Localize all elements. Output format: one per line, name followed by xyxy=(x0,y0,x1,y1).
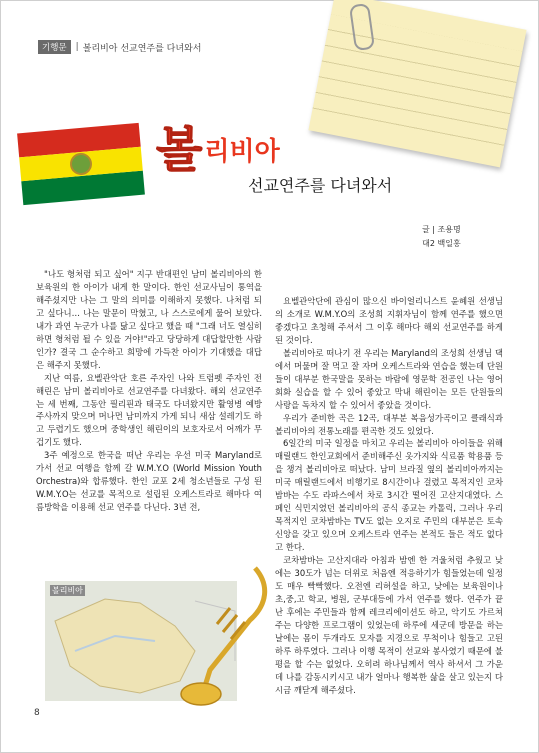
paragraph: 3주 예정으로 한국을 떠난 우리는 우선 미국 Maryland로 가서 선교 여행을 함께 갈 W.M.Y.O (World Mission Youth Orchestra)와 합류했다. 한인 교포 2세 청소년들로 구성 된 W.M.Y.O는 선교를 목적으로 설립된 오케스트라로 해마다 여름방학을 이용해 선교 연주를 다닌다. 3년 전, xyxy=(36,450,262,513)
trumpet-image xyxy=(175,560,275,710)
paragraph: 요벨관악단에 관심이 많으신 바이얼리니스트 윤혜원 선생님의 소개로 W.M.Y.O의 조성희 지휘자님이 함께 연주를 했으면 좋겠다고 초청해 주셔서 그 이후 해마다 해외 선교연주를 하게 된 것이다. xyxy=(275,296,503,345)
paragraph: 6일간의 미국 일정을 마치고 우리는 볼리비아 아이들을 위해 매릴랜드 한인교회에서 준비해주신 옷가지와 식료품 학용품 등을 챙겨 볼리비아로 떠났다. 남미 브라질 옆의 볼리비아까지는 미국 매릴랜드에서 비행기로 8시간이나 걸렸고 목적지인 코차밤바는 수도 라파스에서 차로 3시간 떨어진 고산지대였다. 스페인 식민지였던 볼리비아의 공식 종교는 카톨릭, 그러나 우리 목적지인 코차밤바는 TV도 없는 오지로 주민의 대부분은 토속신앙을 갖고 있으며 오케스트라 연주는 본적도 들은 적도 없다고 한다. xyxy=(275,438,503,553)
article-subtitle: 선교연주를 다녀와서 xyxy=(248,176,393,195)
article-title xyxy=(156,122,280,178)
paragraph: 지난 여름, 요벨관악단 호른 주자인 나와 트럼펫 주자인 전해린은 남미 볼리비아로 선교연주를 다녀왔다. 해외 선교연주는 세 번째, 그동안 필리핀과 태국도 다녀왔지만 활영병 예방주사까지 맞으며 머나먼 남미까지 가게 되니 새삼 설레기도 하고 두렵기도 했으며 중학생인 해린이의 보호자로서 어깨가 무겁기도 했다. xyxy=(36,372,262,448)
byline-author: 글 | 조용명 xyxy=(422,225,461,234)
category-tag: 기행문 xyxy=(38,40,71,54)
title-first-char: 볼 xyxy=(156,122,203,178)
paragraph: 우리가 준비한 곡은 12곡, 대부분 복음성가곡이고 클래식과 볼리비아의 전통노래를 편곡한 것도 있었다. xyxy=(275,412,503,436)
byline-affiliation: 대2 백일홍 xyxy=(422,239,461,248)
note-lines xyxy=(310,14,522,157)
header-separator: | xyxy=(75,42,79,52)
flag-emblem-icon xyxy=(69,152,93,176)
paragraph: "나도 형처럼 되고 싶어" 지구 반대편인 남미 볼리비아의 한 보육원의 한 아이가 내게 한 말이다. 한인 선교사님이 통역을 해주셨지만 나는 그 말의 의미를 이해하지 못했다. 나처럼 되고 싶다니… 나는 말문이 막혔고, 나 스스로에게 물어 보았다. 내가 과연 누군가 나를 닮고 싶다고 했을 때 "그래 너도 열심히 하면 형처럼 될 수 있을 거야!"라고 당당하게 대답할만한 사람인가? 결국 그 순수하고 희망에 가득찬 아이가 기대했을 대답은 해주지 못했다. xyxy=(36,269,262,370)
bolivia-flag-image xyxy=(17,123,145,205)
paragraph: 볼리비아로 떠나기 전 우리는 Maryland의 조성희 선생님 댁에서 머물며 잘 먹고 잘 자며 오케스트라와 연습을 했는데 단원들이 대부분 한국말을 못하는 바람에 영문학 전공인 나는 영어회화 실습을 할 수 있어 좋았고 막내 해린이는 모든 단원들의 사랑을 독차지 할 수 있어서 좋았을 것이다. xyxy=(275,347,503,410)
map-label: 볼리비아 xyxy=(52,586,83,595)
title-rest: 리비아 xyxy=(204,137,280,167)
page-number: 8 xyxy=(34,708,40,718)
byline xyxy=(422,223,461,251)
body-column-right xyxy=(275,295,503,697)
paragraph: 코차밤바는 고산지대라 아침과 밤엔 한 겨울처럼 추웠고 낮에는 30도가 넘는 더위로 처음엔 적응하기가 힘들었는데 일정도 매우 빡빡했다. 오전엔 리허설을 하고, 낮에는 보육원이나 초,중,고 학교, 병원, 군부대등에 가서 연주를 했다. 연주가 끝난 후에는 주민들과 함께 레크리에이션도 하고, 악기도 가르쳐 주는 다양한 프로그램이 있었는데 하루에 세군데 방문을 하는 날에는 몸이 두개라도 모자를 지경으로 무척이나 힘들고 고된 하루 하루였다. 그러나 이행 목적이 선교와 봉사였기 때문에 불평을 할 수는 없었다. 오히려 하나님께서 역사 하셔서 그 가운데 나를 감동시키시고 내가 얼마나 행복한 삶을 살고 있는지 다시금 깨닫게 해주셨다. xyxy=(275,555,503,695)
header-title: 볼리비아 선교연주를 다녀와서 xyxy=(82,43,202,54)
body-column-left xyxy=(36,268,262,514)
page-header xyxy=(38,40,201,54)
